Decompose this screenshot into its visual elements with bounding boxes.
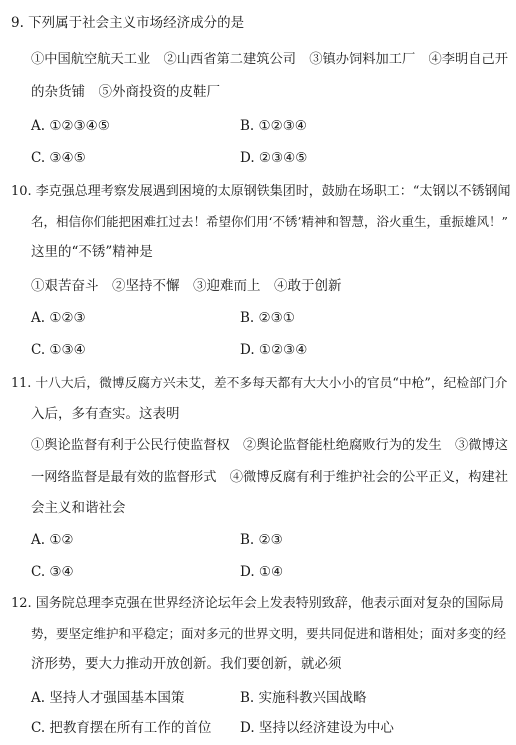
question-9-body-line-2: 的杂货铺 ⑤外商投资的皮鞋厂	[31, 84, 220, 100]
question-10-stem: 10. 李克强总理考察发展遇到困境的太原钢铁集团时，鼓励在场职工：“太钢以不锈钢闻	[11, 184, 511, 199]
question-12-option-c: C. 把教育摆在所有工作的首位	[31, 720, 212, 736]
question-12-stem: 12. 国务院总理李克强在世界经济论坛年会上发表特别致辞，他表示面对复杂的国际局	[11, 596, 504, 611]
question-9-option-c: C. ③④⑤	[31, 150, 86, 166]
question-12-option-a: A. 坚持人才强国基本国策	[31, 690, 185, 706]
question-10-body-line-3: ①艰苦奋斗 ②坚持不懈 ③迎难而上 ④敢于创新	[31, 278, 342, 294]
question-10-option-a: A. ①②③	[31, 310, 86, 326]
question-10-body-line-2: 这里的“不锈”精神是	[31, 244, 153, 260]
question-9-option-b: B. ①②③④	[240, 118, 307, 134]
question-10-option-c: C. ①③④	[31, 342, 86, 358]
question-10-option-d: D. ①②③④	[240, 342, 308, 358]
question-9-stem: 9. 下列属于社会主义市场经济成分的是	[11, 15, 245, 31]
question-10-body-line-1: 名，相信你们能把困难扛过去！希望你们用‘不锈’精神和智慧，浴火重生，重振雄风！”	[31, 214, 508, 229]
question-11-body-line-2: ①舆论监督有利于公民行使监督权 ②舆论监督能杜绝腐败行为的发生 ③微博这	[31, 438, 509, 453]
question-11-option-a: A. ①②	[31, 532, 74, 548]
question-11-option-c: C. ③④	[31, 564, 74, 580]
question-11-body-line-1: 入后，多有查实。这表明	[31, 406, 180, 422]
question-12-body-line-1: 势，要坚定维护和平稳定；面对多元的世界文明，要共同促进和谐相处；面对多变的经	[31, 626, 507, 641]
question-11-option-b: B. ②③	[240, 532, 283, 548]
question-11-body-line-3: 一网络监督是最有效的监督形式 ④微博反腐有利于维护社会的公平正义，构建社	[31, 470, 509, 485]
question-10-option-b: B. ②③①	[240, 310, 295, 326]
question-12-body-line-2: 济形势，要大力推动开放创新。我们要创新，就必须	[31, 656, 342, 672]
question-9-body-line-1: ①中国航空航天工业 ②山西省第二建筑公司 ③镇办饲料加工厂 ④李明自己开	[31, 52, 509, 67]
question-11-body-line-4: 会主义和谐社会	[31, 500, 126, 516]
question-12-option-d: D. 坚持以经济建设为中心	[240, 720, 394, 736]
question-12-option-b: B. 实施科教兴国战略	[240, 690, 367, 706]
question-11-option-d: D. ①④	[240, 564, 284, 580]
question-9-option-d: D. ②③④⑤	[240, 150, 308, 166]
question-11-stem: 11. 十八大后，微博反腐方兴未艾，差不多每天都有大大小小的官员“中枪”，纪检部门介	[11, 376, 508, 391]
question-9-option-a: A. ①②③④⑤	[31, 118, 110, 134]
